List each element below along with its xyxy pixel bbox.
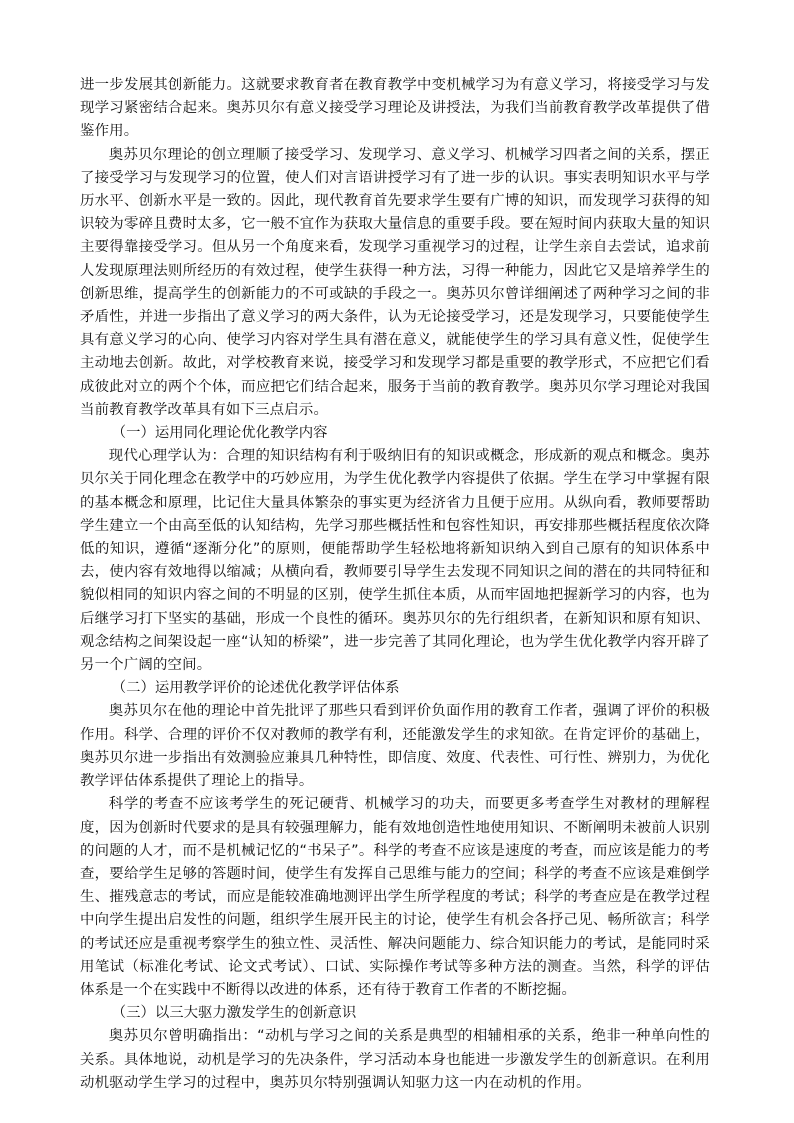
document-page [80, 74, 710, 1095]
paragraph-intro-continued: 进一步发展其创新能力。这就要求教育者在教育教学中变机械学习为有意义学习，将接受学习与发现学习紧密结合起来。奥苏贝尔有意义接受学习理论及讲授法，为我们当前教育教学改革提供了借鉴作用。 [80, 77, 710, 140]
paragraph-evaluation: 奥苏贝尔在他的理论中首先批评了那些只看到评价负面作用的教育工作者，强调了评价的积极作用。科学、合理的评价不仅对教师的教学有利，还能激发学生的求知欲。在肯定评价的基础上，奥苏贝尔进一步指出有效测验应兼具几种特性，即信度、效度、代表性、可行性、辨别力，为优化教学评估体系提供了理论上的指导。 [80, 703, 710, 790]
paragraph-assimilation-theory: 现代心理学认为：合理的知识结构有利于吸纳旧有的知识或概念，形成新的观点和概念。奥苏贝尔关于同化理念在教学中的巧妙应用，为学生优化教学内容提供了依据。学生在学习中掌握有限的基本概念和原理，比记住大量具体繁杂的事实更为经济省力且便于应用。从纵向看，教师要帮助学生建立一个由高至低的认知结构，先学习那些概括性和包容性知识，再安排那些概括程度依次降低的知识，遵循“逐渐分化”的原则，便能帮助学生轻松地将新知识纳入到自己原有的知识体系中去，使内容有效地得以缩减；从横向看，教师要引导学生去发现不同知识之间的潜在的共同特征和貌似相同的知识内容之间的不明显的区别，使学生抓住本质，从而牢固地把握新学习的内容，也为后继学习打下坚实的基础，形成一个良性的循环。奥苏贝尔的先行组织者，在新知识和原有知识、观念结构之间架设起一座“认知的桥梁”，进一步完善了其同化理论，也为学生优化教学内容开辟了另一个广阔的空间。 [80, 448, 710, 674]
paragraph-theory-overview: 奥苏贝尔理论的创立理顺了接受学习、发现学习、意义学习、机械学习四者之间的关系，摆正了接受学习与发现学习的位置，使人们对言语讲授学习有了进一步的认识。事实表明知识水平与学历水平、创新水平是一致的。因此，现代教育首先要求学生要有广博的知识，而发现学习获得的知识较为零碎且费时太多，它一般不宜作为获取大量信息的重要手段。要在短时间内获取大量的知识主要得靠接受学习。但从另一个角度来看，发现学习重视学习的过程，让学生亲自去尝试，追求前人发现原理法则所经历的有效过程，使学生获得一种方法，习得一种能力，因此它又是培养学生的创新思维，提高学生的创新能力的不可或缺的手段之一。奥苏贝尔曾详细阐述了两种学习之间的非矛盾性，并进一步指出了意义学习的两大条件，认为无论接受学习，还是发现学习，只要能使学生具有意义学习的心向、使学习内容对学生具有潜在意义，就能使学生的学习具有意义性，促使学生主动地去创新。故此，对学校教育来说，接受学习和发现学习都是重要的教学形式，不应把它们看成彼此对立的两个个体，而应把它们结合起来，服务于当前的教育教学。奥苏贝尔学习理论对我国当前教育教学改革具有如下三点启示。 [80, 146, 710, 418]
section-heading-1: （一）运用同化理论优化教学内容 [111, 425, 328, 442]
paragraph-scientific-examination: 科学的考查不应该考学生的死记硬背、机械学习的功夫，而要更多考查学生对教材的理解程度，因为创新时代要求的是具有较强理解力，能有效地创造性地使用知识、不断阐明未被前人识别的问题的人才，而不是机械记忆的“书呆子”。科学的考查不应该是速度的考查，而应该是能力的考查，要给学生足够的答题时间，使学生有发挥自己思维与能力的空间；科学的考查不应该是难倒学生、摧残意志的考试，而应是能较准确地测评出学生所学程度的考试；科学的考查应是在教学过程中向学生提出启发性的问题，组织学生展开民主的讨论，使学生有机会各抒己见、畅所欲言；科学的考试还应是重视考察学生的独立性、灵活性、解决问题能力、综合知识能力的考试，是能同时采用笔试（标准化考试、论文式考试）、口试、实际操作考试等多种方法的测查。当然，科学的评估体系是一个在实践中不断得以改进的体系，还有待于教育工作者的不断挖掘。 [80, 796, 710, 998]
section-heading-3: （三）以三大驱力激发学生的创新意识 [111, 1005, 357, 1022]
section-heading-2: （二）运用教学评价的论述优化教学评估体系 [111, 680, 400, 697]
paragraph-motivation: 奥苏贝尔曾明确指出：“动机与学习之间的关系是典型的相辅相承的关系，绝非一种单向性的关系。具体地说，动机是学习的先决条件，学习活动本身也能进一步激发学生的创新意识。在利用动机驱动学生学习的过程中，奥苏贝尔特别强调认知驱力这一内在动机的作用。 [80, 1028, 710, 1091]
